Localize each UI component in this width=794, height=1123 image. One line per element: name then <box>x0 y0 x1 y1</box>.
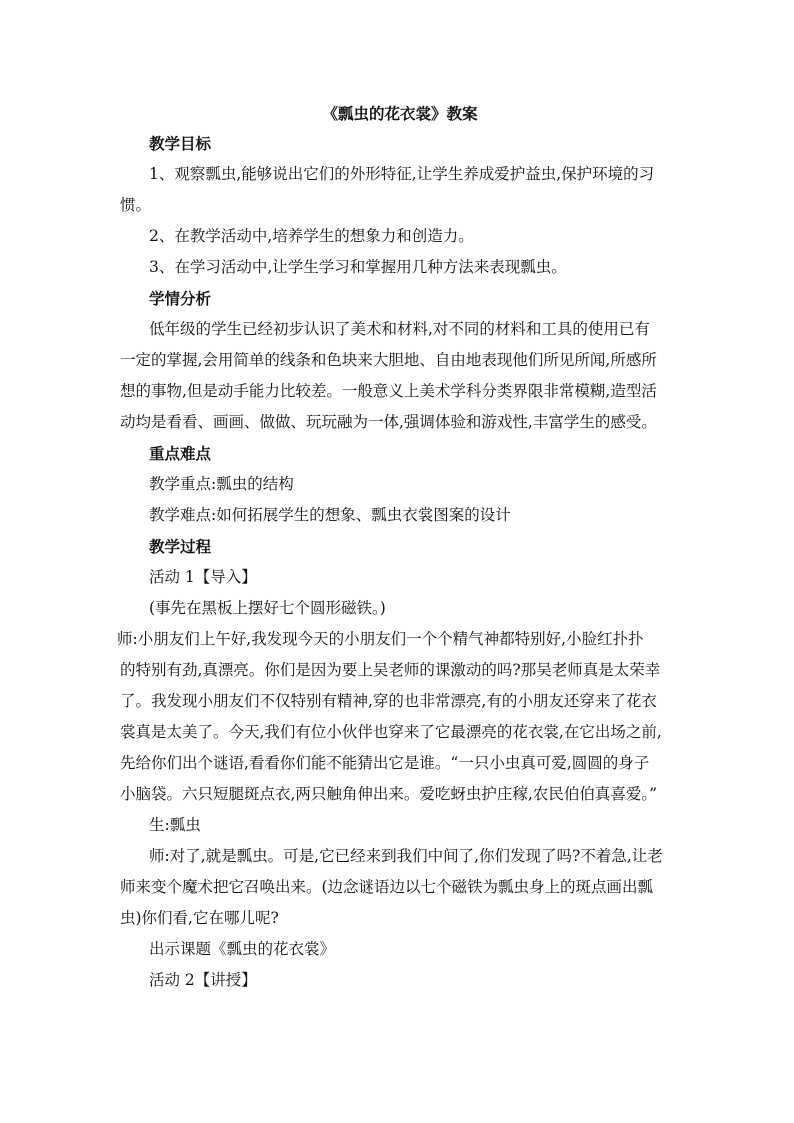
teacher-line-3: 了。我发现小朋友们不仅特别有精神,穿的也非常漂亮,有的小朋友还穿来了花衣 <box>120 692 657 710</box>
section-heading-process: 教学过程 <box>149 537 212 556</box>
document-body <box>117 100 680 996</box>
teacher-line-6: 小脑袋。六只短腿斑点衣,两只触角伸出来。爱吃蚜虫护庄稼,农民伯伯真喜爱。” <box>120 785 658 803</box>
student-reply: 生:瓢虫 <box>149 816 201 834</box>
activity-2-label: 活动 2【讲授】 <box>149 971 257 989</box>
analysis-line-4: 动均是看看、画画、做做、玩玩融为一体,强调体验和游戏性,丰富学生的感受。 <box>120 413 657 431</box>
difficult-point: 教学难点:如何拓展学生的想象、瓢虫衣裳图案的设计 <box>149 506 511 524</box>
teacher-line-5: 先给你们出个谜语,看看你们能不能猜出它是谁。“一只小虫真可爱,圆圆的身子 <box>120 754 650 772</box>
teacher-line-2: 的特别有劲,真漂亮。你们是因为要上吴老师的课激动的吗?那吴老师真是太荣幸 <box>120 661 661 679</box>
teacher-line-1: 师:小朋友们上午好,我发现今天的小朋友们一个个精气神都特别好,小脸红扑扑 <box>117 630 644 648</box>
goal-2: 2、在教学活动中,培养学生的想象力和创造力。 <box>149 227 474 245</box>
topic-display: 出示课题《瓢虫的花衣裳》 <box>149 940 336 958</box>
goal-1-line-2: 惯。 <box>120 196 152 214</box>
teacher-line-4: 裳真是太美了。今天,我们有位小伙伴也穿来了它最漂亮的花衣裳,在它出场之前, <box>120 723 662 741</box>
teacher-line-7: 师:对了,就是瓢虫。可是,它已经来到我们中间了,你们发现了吗?不着急,让老 <box>149 847 663 865</box>
section-heading-analysis: 学情分析 <box>149 289 212 308</box>
goal-3: 3、在学习活动中,让学生学习和掌握用几种方法来表现瓢虫。 <box>149 258 567 276</box>
preparation-note: (事先在黑板上摆好七个圆形磁铁。) <box>149 599 386 617</box>
goal-1-line-1: 1、观察瓢虫,能够说出它们的外形特征,让学生养成爱护益虫,保护环境的习 <box>149 165 655 183</box>
section-heading-key-points: 重点难点 <box>149 444 212 463</box>
section-heading-goals: 教学目标 <box>149 134 212 153</box>
analysis-line-3: 想的事物,但是动手能力比较差。一般意义上美术学科分类界限非常模糊,造型活 <box>120 382 657 400</box>
analysis-line-2: 一定的掌握,会用简单的线条和色块来大胆地、自由地表现他们所见所闻,所感所 <box>120 351 657 369</box>
teacher-line-8: 师来变个魔术把它召唤出来。(边念谜语边以七个磁铁为瓢虫身上的斑点画出瓢 <box>120 878 654 896</box>
document-title: 《瓢虫的花衣裳》教案 <box>322 104 478 123</box>
teacher-line-9: 虫)你们看,它在哪儿呢? <box>120 909 279 927</box>
activity-1-label: 活动 1【导入】 <box>149 568 257 586</box>
key-point: 教学重点:瓢虫的结构 <box>149 475 294 493</box>
analysis-line-1: 低年级的学生已经初步认识了美术和材料,对不同的材料和工具的使用已有 <box>149 320 650 338</box>
